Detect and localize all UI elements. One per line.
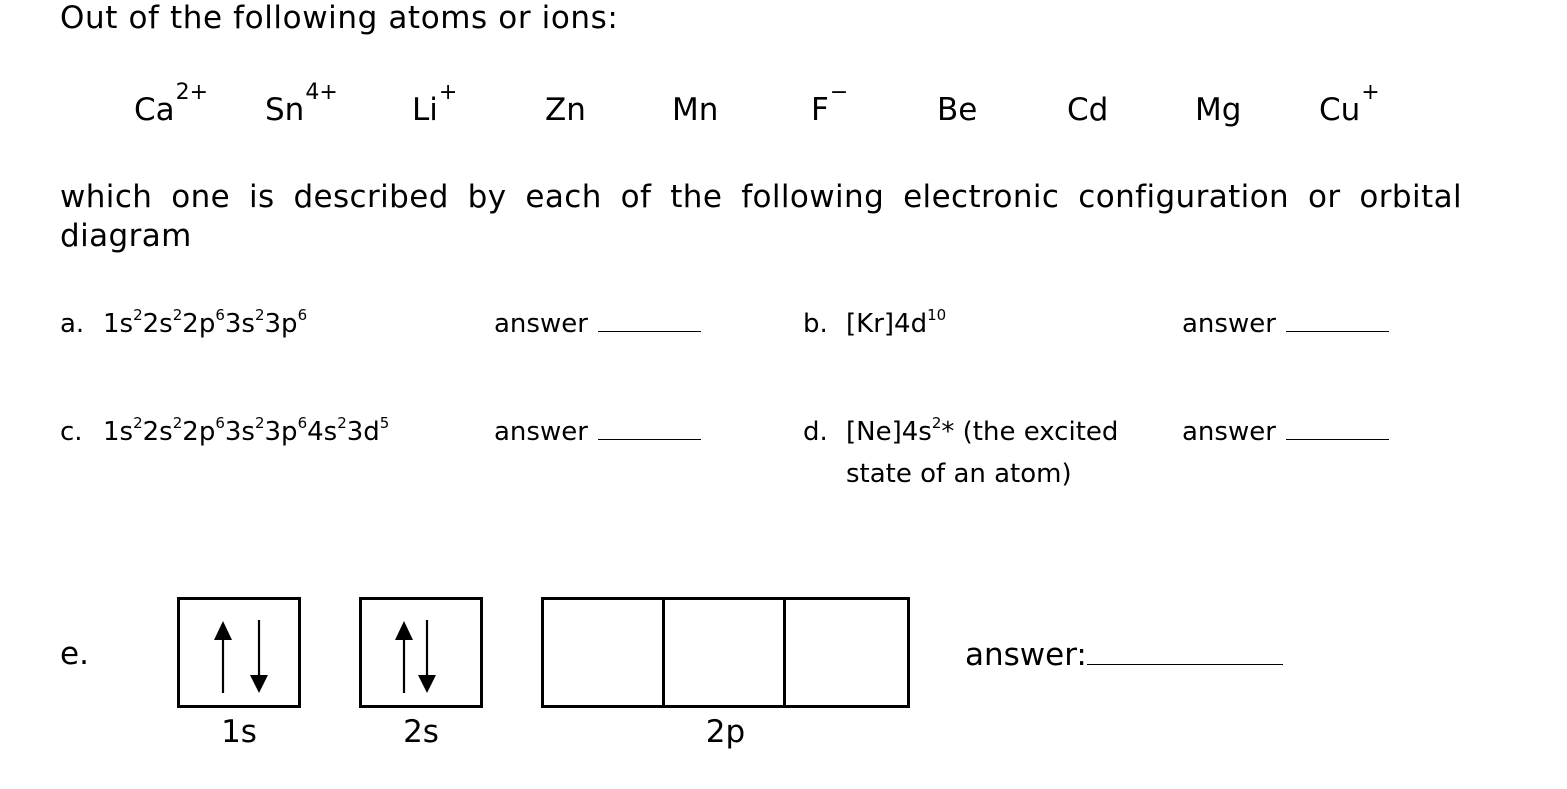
- item-e-answer: answer:: [965, 636, 1283, 673]
- species-f: F−: [811, 80, 849, 128]
- item-b-label: b.: [803, 309, 828, 339]
- item-c-label: c.: [60, 417, 83, 447]
- species-sn: $Sn^{4+}$: [265, 80, 338, 128]
- orbital-label-2s: 2s: [403, 714, 439, 750]
- species-be: Be: [937, 92, 978, 128]
- item-d-answer: answer: [1182, 417, 1389, 447]
- down-arrow-icon: [418, 620, 436, 693]
- species-ca: $Ca^{2+}$: [134, 80, 209, 128]
- species-cu: Cu+: [1319, 80, 1380, 128]
- item-e-answer-blank[interactable]: [1087, 636, 1283, 665]
- item-c-answer: answer: [494, 417, 701, 447]
- up-arrow-icon: [395, 621, 413, 693]
- orbital-label-1s: 1s: [221, 714, 257, 750]
- item-c-config: $1s^22s^22p^63s^23p^64s^23d^5$: [103, 414, 390, 447]
- up-arrow-icon: [214, 621, 232, 693]
- item-e-label: e.: [60, 636, 89, 672]
- orbital-label-2p: 2p: [705, 714, 746, 750]
- species-cd: Cd: [1067, 92, 1109, 128]
- question-line-1: which one is described by each of the following electronic configuration or orbital: [60, 179, 1462, 215]
- species-zn: Zn: [545, 92, 586, 128]
- item-a-config: $1s^22s^22p^63s^23p^6$: [103, 306, 308, 339]
- item-d-config: $[Ne]4s^2*$ (the excited: [846, 414, 1119, 447]
- question-line-2: diagram: [60, 218, 192, 254]
- item-a-label: a.: [60, 309, 85, 339]
- item-a-answer: answer: [494, 309, 701, 339]
- species-mn: Mn: [672, 92, 719, 128]
- item-b-answer: answer: [1182, 309, 1389, 339]
- item-b-config: $[Kr]4d^{10}$: [846, 306, 947, 339]
- species-mg: Mg: [1195, 92, 1242, 128]
- species-li: Li+: [412, 80, 458, 128]
- item-d-config-line2: state of an atom): [846, 459, 1072, 489]
- item-d-label: d.: [803, 417, 828, 447]
- down-arrow-icon: [250, 620, 268, 693]
- intro-text: Out of the following atoms or ions:: [60, 0, 619, 36]
